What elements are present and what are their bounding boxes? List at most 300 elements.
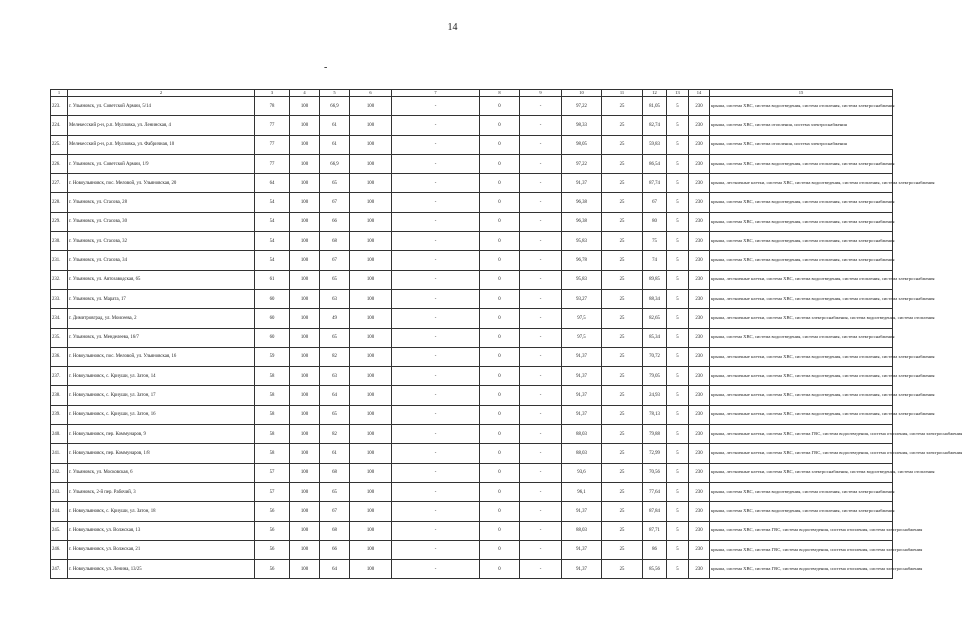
- value-cell: 100: [350, 502, 392, 521]
- value-cell: 230: [689, 116, 710, 135]
- value-cell: 5: [667, 116, 689, 135]
- row-number: 230.: [51, 232, 68, 251]
- value-cell: 100: [290, 251, 320, 270]
- address-cell: г. Ульяновск, ул. Менделеева, 16/7: [68, 328, 255, 347]
- value-cell: 0: [480, 405, 520, 424]
- value-cell: 78,13: [643, 405, 667, 424]
- address-cell: г. Ульяновск, ул. Стасова, 32: [68, 232, 255, 251]
- value-cell: 87,74: [643, 174, 667, 193]
- works-cell: крыша, лестничные клетки, система ХВС, система водоотведения, система отопления, система электроснабжения: [710, 367, 893, 386]
- value-cell: 0: [480, 328, 520, 347]
- row-number: 229.: [51, 212, 68, 231]
- value-cell: -: [392, 193, 480, 212]
- value-cell: 230: [689, 425, 710, 444]
- value-cell: 100: [290, 328, 320, 347]
- value-cell: 0: [480, 97, 520, 116]
- value-cell: 59: [255, 347, 290, 366]
- address-cell: г. Ульяновск, ул. Автозаводская, 65: [68, 270, 255, 289]
- row-number: 246.: [51, 540, 68, 559]
- value-cell: 25: [602, 328, 643, 347]
- value-cell: 59,83: [643, 135, 667, 154]
- value-cell: -: [392, 425, 480, 444]
- value-cell: 230: [689, 289, 710, 308]
- value-cell: 57: [255, 482, 290, 501]
- value-cell: -: [520, 135, 562, 154]
- value-cell: 230: [689, 309, 710, 328]
- value-cell: -: [520, 425, 562, 444]
- value-cell: 74: [643, 251, 667, 270]
- value-cell: -: [520, 174, 562, 193]
- table-row: [51, 521, 893, 540]
- value-cell: 67: [643, 193, 667, 212]
- address-cell: г. Новоульяновск, с. Криуши, ул. Затон, 18: [68, 502, 255, 521]
- value-cell: -: [392, 328, 480, 347]
- address-cell: г. Новоульяновск, пос. Меловой, ул. Ульяновская, 16: [68, 347, 255, 366]
- value-cell: 0: [480, 560, 520, 579]
- value-cell: 5: [667, 174, 689, 193]
- value-cell: 25: [602, 463, 643, 482]
- value-cell: 66,9: [320, 97, 350, 116]
- value-cell: 98,33: [562, 116, 602, 135]
- row-number: 238.: [51, 386, 68, 405]
- value-cell: 100: [290, 502, 320, 521]
- value-cell: 25: [602, 309, 643, 328]
- value-cell: 25: [602, 540, 643, 559]
- value-cell: 65: [320, 405, 350, 424]
- value-cell: 0: [480, 193, 520, 212]
- address-cell: г. Ульяновск, ул. Московская, 6: [68, 463, 255, 482]
- value-cell: 5: [667, 347, 689, 366]
- value-cell: -: [520, 386, 562, 405]
- value-cell: -: [392, 386, 480, 405]
- value-cell: 81,05: [643, 97, 667, 116]
- value-cell: 100: [350, 116, 392, 135]
- value-cell: 85,34: [643, 328, 667, 347]
- value-cell: 70,72: [643, 347, 667, 366]
- value-cell: -: [392, 309, 480, 328]
- value-cell: 25: [602, 193, 643, 212]
- value-cell: 0: [480, 251, 520, 270]
- value-cell: 68: [320, 463, 350, 482]
- value-cell: 91,37: [562, 386, 602, 405]
- value-cell: 230: [689, 193, 710, 212]
- address-cell: г. Ульяновск, ул. Стасова, 34: [68, 251, 255, 270]
- value-cell: -: [392, 405, 480, 424]
- value-cell: -: [392, 135, 480, 154]
- value-cell: -: [520, 309, 562, 328]
- value-cell: 77,64: [643, 482, 667, 501]
- value-cell: 58: [255, 367, 290, 386]
- value-cell: 98,05: [562, 135, 602, 154]
- table-row: [51, 367, 893, 386]
- address-cell: г. Ульяновск, ул. Марата, 17: [68, 289, 255, 308]
- value-cell: 78: [255, 97, 290, 116]
- value-cell: 5: [667, 154, 689, 173]
- value-cell: 0: [480, 135, 520, 154]
- column-header: 15: [710, 90, 893, 97]
- value-cell: 25: [602, 97, 643, 116]
- works-cell: крыша, лестничные клетки, система ХВС, система водоотведения, система отопления, система электроснабжения: [710, 347, 893, 366]
- value-cell: -: [392, 251, 480, 270]
- value-cell: 0: [480, 482, 520, 501]
- value-cell: 68: [320, 232, 350, 251]
- row-number: 236.: [51, 347, 68, 366]
- value-cell: 0: [480, 309, 520, 328]
- value-cell: 80: [643, 212, 667, 231]
- value-cell: -: [392, 154, 480, 173]
- value-cell: 82,65: [643, 309, 667, 328]
- value-cell: 60: [255, 309, 290, 328]
- value-cell: 5: [667, 212, 689, 231]
- value-cell: 25: [602, 560, 643, 579]
- value-cell: 96,38: [562, 193, 602, 212]
- value-cell: 5: [667, 521, 689, 540]
- value-cell: 65: [320, 270, 350, 289]
- value-cell: 77: [255, 116, 290, 135]
- value-cell: 64: [320, 560, 350, 579]
- value-cell: 91,37: [562, 347, 602, 366]
- value-cell: 0: [480, 386, 520, 405]
- value-cell: 58: [255, 386, 290, 405]
- value-cell: 97,5: [562, 328, 602, 347]
- value-cell: 5: [667, 251, 689, 270]
- value-cell: -: [520, 444, 562, 463]
- works-cell: крыша, система ХВС, система водоотведения, система отопления, система электроснабжения: [710, 482, 893, 501]
- value-cell: 61: [255, 270, 290, 289]
- value-cell: 96,78: [562, 251, 602, 270]
- column-header: 2: [68, 90, 255, 97]
- value-cell: 88,34: [643, 289, 667, 308]
- value-cell: 0: [480, 232, 520, 251]
- value-cell: 0: [480, 154, 520, 173]
- value-cell: 100: [290, 97, 320, 116]
- value-cell: 230: [689, 270, 710, 289]
- value-cell: -: [392, 367, 480, 386]
- works-cell: крыша, система ХВС, система отопления, система электроснабжения: [710, 116, 893, 135]
- value-cell: 79,88: [643, 425, 667, 444]
- works-cell: крыша, система ХВС, система водоотведения, система отопления, система электроснабжения: [710, 328, 893, 347]
- works-cell: крыша, система ХВС, система водоотведения, система отопления, система электроснабжения: [710, 251, 893, 270]
- row-number: 243.: [51, 482, 68, 501]
- table-row: [51, 482, 893, 501]
- value-cell: 25: [602, 289, 643, 308]
- value-cell: 65: [320, 174, 350, 193]
- value-cell: 5: [667, 232, 689, 251]
- value-cell: 25: [602, 270, 643, 289]
- value-cell: 100: [290, 540, 320, 559]
- address-cell: г. Новоульяновск, с. Криуши, ул. Затон, 14: [68, 367, 255, 386]
- value-cell: -: [392, 521, 480, 540]
- works-cell: крыша, система ХВС, система водоотведения, система отопления, система электроснабжения: [710, 193, 893, 212]
- value-cell: 230: [689, 212, 710, 231]
- works-cell: крыша, система ХВС, система ГВС, система водоотведения, система отопления, система электроснабжения: [710, 521, 893, 540]
- value-cell: 100: [350, 97, 392, 116]
- address-cell: г. Новоульяновск, с. Криуши, ул. Затон, 17: [68, 386, 255, 405]
- column-header: 7: [392, 90, 480, 97]
- value-cell: 230: [689, 251, 710, 270]
- value-cell: 97,22: [562, 97, 602, 116]
- address-cell: г. Новоульяновск, ул. Волжская, 13: [68, 521, 255, 540]
- value-cell: 100: [350, 560, 392, 579]
- table-row: [51, 425, 893, 444]
- value-cell: 89,85: [643, 270, 667, 289]
- value-cell: 75: [643, 232, 667, 251]
- table-row: [51, 154, 893, 173]
- value-cell: 230: [689, 154, 710, 173]
- column-header: 13: [667, 90, 689, 97]
- value-cell: 49: [320, 309, 350, 328]
- value-cell: 230: [689, 502, 710, 521]
- value-cell: 5: [667, 482, 689, 501]
- value-cell: 100: [350, 212, 392, 231]
- value-cell: -: [392, 97, 480, 116]
- column-header: 4: [290, 90, 320, 97]
- value-cell: -: [392, 444, 480, 463]
- table-row: [51, 444, 893, 463]
- value-cell: 63: [320, 289, 350, 308]
- value-cell: 100: [290, 482, 320, 501]
- value-cell: 97,22: [562, 154, 602, 173]
- table-row: [51, 540, 893, 559]
- value-cell: -: [520, 116, 562, 135]
- value-cell: -: [392, 540, 480, 559]
- table-row: [51, 116, 893, 135]
- value-cell: 25: [602, 502, 643, 521]
- column-header: 10: [562, 90, 602, 97]
- table-row: [51, 212, 893, 231]
- value-cell: 58: [255, 444, 290, 463]
- value-cell: 25: [602, 251, 643, 270]
- value-cell: 91,37: [562, 174, 602, 193]
- table-row: [51, 97, 893, 116]
- value-cell: 25: [602, 444, 643, 463]
- table-row: [51, 289, 893, 308]
- value-cell: -: [520, 347, 562, 366]
- value-cell: 230: [689, 463, 710, 482]
- value-cell: 0: [480, 540, 520, 559]
- value-cell: 100: [290, 135, 320, 154]
- table-row: [51, 270, 893, 289]
- address-cell: Мелекесский р-н, р.п. Мулловка, ул. Ленинская, 4: [68, 116, 255, 135]
- address-cell: г. Ульяновск, ул. Стасова, 30: [68, 212, 255, 231]
- value-cell: 100: [290, 270, 320, 289]
- value-cell: 24,93: [643, 386, 667, 405]
- value-cell: 56: [255, 502, 290, 521]
- address-cell: г. Новоульяновск, ул. Волжская, 21: [68, 540, 255, 559]
- value-cell: 86: [643, 540, 667, 559]
- value-cell: 77: [255, 154, 290, 173]
- value-cell: 230: [689, 328, 710, 347]
- value-cell: 230: [689, 482, 710, 501]
- value-cell: 0: [480, 174, 520, 193]
- value-cell: 61: [320, 135, 350, 154]
- value-cell: 60: [255, 289, 290, 308]
- value-cell: 100: [290, 405, 320, 424]
- address-cell: г. Ульяновск, 2-й пер. Рабочий, 3: [68, 482, 255, 501]
- value-cell: 25: [602, 212, 643, 231]
- value-cell: -: [520, 560, 562, 579]
- value-cell: 88,03: [562, 521, 602, 540]
- value-cell: 100: [350, 193, 392, 212]
- value-cell: 56: [255, 540, 290, 559]
- table-row: [51, 463, 893, 482]
- value-cell: 67: [320, 251, 350, 270]
- value-cell: 100: [290, 289, 320, 308]
- column-header: 6: [350, 90, 392, 97]
- value-cell: 100: [290, 425, 320, 444]
- works-cell: крыша, система ХВС, система водоотведения, система отопления, система электроснабжения: [710, 212, 893, 231]
- value-cell: 25: [602, 116, 643, 135]
- value-cell: 0: [480, 502, 520, 521]
- value-cell: 91,37: [562, 405, 602, 424]
- value-cell: 91,37: [562, 367, 602, 386]
- column-header: 9: [520, 90, 562, 97]
- value-cell: 100: [290, 463, 320, 482]
- value-cell: 5: [667, 309, 689, 328]
- table-row: [51, 193, 893, 212]
- value-cell: 25: [602, 367, 643, 386]
- value-cell: 85,56: [643, 560, 667, 579]
- table-row: [51, 309, 893, 328]
- value-cell: -: [520, 328, 562, 347]
- value-cell: 100: [350, 270, 392, 289]
- column-header: 11: [602, 90, 643, 97]
- value-cell: -: [520, 482, 562, 501]
- value-cell: 230: [689, 367, 710, 386]
- works-cell: крыша, система ХВС, система ГВС, система водоотведения, система отопления, система электроснабжения: [710, 560, 893, 579]
- value-cell: 100: [290, 154, 320, 173]
- value-cell: 100: [290, 560, 320, 579]
- value-cell: 25: [602, 425, 643, 444]
- value-cell: -: [392, 212, 480, 231]
- value-cell: -: [520, 502, 562, 521]
- value-cell: 95,83: [562, 232, 602, 251]
- value-cell: 67: [320, 502, 350, 521]
- value-cell: 100: [350, 135, 392, 154]
- row-number: 233.: [51, 289, 68, 308]
- value-cell: -: [520, 270, 562, 289]
- value-cell: 0: [480, 347, 520, 366]
- value-cell: 5: [667, 270, 689, 289]
- address-cell: г. Новоульяновск, с. Криуши, ул. Затон, 16: [68, 405, 255, 424]
- value-cell: -: [392, 289, 480, 308]
- value-cell: 86,54: [643, 154, 667, 173]
- value-cell: 25: [602, 482, 643, 501]
- value-cell: 66,9: [320, 154, 350, 173]
- row-number: 244.: [51, 502, 68, 521]
- works-cell: крыша, лестничные клетки, система ХВС, система ГВС, система водоотведения, система отопления, система электроснабжения: [710, 444, 893, 463]
- row-number: 237.: [51, 367, 68, 386]
- value-cell: 100: [350, 521, 392, 540]
- value-cell: 230: [689, 521, 710, 540]
- column-header: 14: [689, 90, 710, 97]
- works-cell: крыша, система ХВС, система отопления, система электроснабжения: [710, 135, 893, 154]
- works-cell: крыша, лестничные клетки, система ХВС, система водоотведения, система отопления, система электроснабжения: [710, 270, 893, 289]
- row-number: 239.: [51, 405, 68, 424]
- row-number: 226.: [51, 154, 68, 173]
- value-cell: -: [392, 347, 480, 366]
- works-cell: крыша, лестничные клетки, система ХВС, система электроснабжения, система водоотведения, система отопления: [710, 463, 893, 482]
- value-cell: 64: [255, 174, 290, 193]
- value-cell: 61: [320, 444, 350, 463]
- value-cell: -: [392, 560, 480, 579]
- value-cell: 100: [350, 540, 392, 559]
- value-cell: 100: [350, 367, 392, 386]
- value-cell: 100: [350, 425, 392, 444]
- value-cell: -: [520, 405, 562, 424]
- value-cell: 5: [667, 193, 689, 212]
- value-cell: 230: [689, 347, 710, 366]
- works-cell: крыша, система ХВС, система водоотведения, система отопления, система электроснабжения: [710, 154, 893, 173]
- value-cell: 230: [689, 540, 710, 559]
- value-cell: 0: [480, 212, 520, 231]
- address-cell: г. Ульяновск, ул. Советской Армии, 5/14: [68, 97, 255, 116]
- value-cell: 77: [255, 135, 290, 154]
- value-cell: 100: [290, 444, 320, 463]
- value-cell: -: [392, 174, 480, 193]
- table-row: [51, 251, 893, 270]
- works-cell: крыша, лестничные клетки, система ХВС, система электроснабжения, система водоотведения, система отопления: [710, 309, 893, 328]
- value-cell: 79,05: [643, 367, 667, 386]
- value-cell: 61: [320, 116, 350, 135]
- table-row: [51, 232, 893, 251]
- value-cell: 56: [255, 560, 290, 579]
- value-cell: -: [520, 367, 562, 386]
- value-cell: 0: [480, 444, 520, 463]
- value-cell: 100: [350, 386, 392, 405]
- row-number: 228.: [51, 193, 68, 212]
- value-cell: -: [520, 251, 562, 270]
- column-header: 5: [320, 90, 350, 97]
- value-cell: 25: [602, 386, 643, 405]
- value-cell: 230: [689, 97, 710, 116]
- value-cell: 100: [350, 444, 392, 463]
- value-cell: 5: [667, 386, 689, 405]
- address-cell: г. Димитровград, ул. Моисеева, 2: [68, 309, 255, 328]
- value-cell: 60: [255, 328, 290, 347]
- row-number: 223.: [51, 97, 68, 116]
- table-row: [51, 405, 893, 424]
- table-row: [51, 502, 893, 521]
- value-cell: 63: [320, 367, 350, 386]
- value-cell: 65: [320, 482, 350, 501]
- value-cell: 5: [667, 97, 689, 116]
- value-cell: 5: [667, 135, 689, 154]
- value-cell: -: [520, 97, 562, 116]
- value-cell: 230: [689, 405, 710, 424]
- value-cell: 54: [255, 193, 290, 212]
- value-cell: -: [392, 232, 480, 251]
- row-number: 227.: [51, 174, 68, 193]
- value-cell: 95,83: [562, 270, 602, 289]
- value-cell: -: [520, 193, 562, 212]
- table-row: [51, 386, 893, 405]
- value-cell: -: [392, 116, 480, 135]
- value-cell: 100: [350, 405, 392, 424]
- row-number: 235.: [51, 328, 68, 347]
- value-cell: 91,37: [562, 540, 602, 559]
- value-cell: 97,5: [562, 309, 602, 328]
- value-cell: 100: [290, 212, 320, 231]
- value-cell: 54: [255, 251, 290, 270]
- value-cell: 0: [480, 463, 520, 482]
- value-cell: 5: [667, 463, 689, 482]
- value-cell: 25: [602, 521, 643, 540]
- value-cell: 5: [667, 540, 689, 559]
- value-cell: 64: [320, 386, 350, 405]
- value-cell: 5: [667, 405, 689, 424]
- row-number: 241.: [51, 444, 68, 463]
